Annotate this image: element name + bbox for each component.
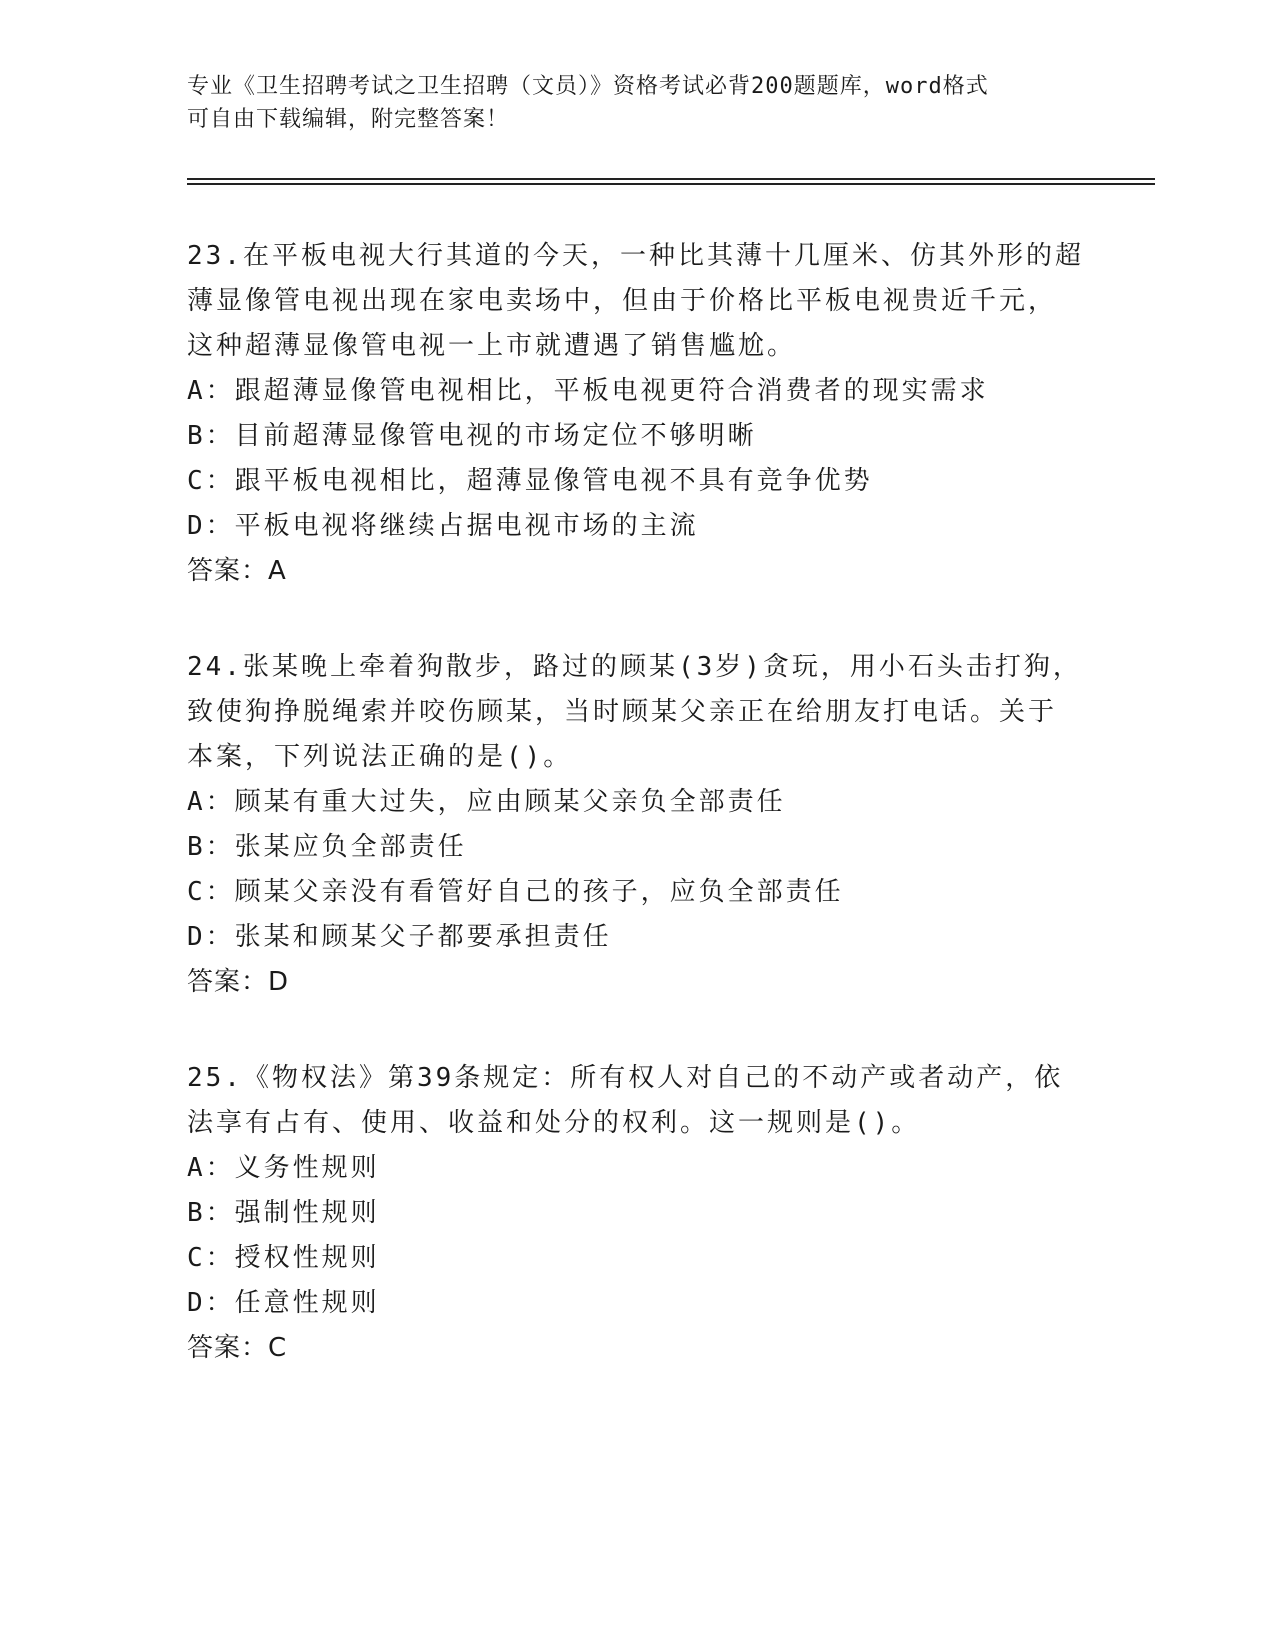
answer: 答案：D [187,967,290,997]
question-stem-line: 23.在平板电视大行其道的今天，一种比其薄十几厘米、仿其外形的超 [187,241,1084,271]
answer: 答案：C [187,1333,288,1363]
document-header [187,70,1087,136]
header-divider-top [187,178,1155,180]
option-a: A：顾某有重大过失，应由顾某父亲负全部责任 [187,787,786,817]
option-d: D：任意性规则 [187,1288,380,1318]
option-b: B：强制性规则 [187,1198,380,1228]
answer: 答案：A [187,556,287,586]
question-stem-line: 本案，下列说法正确的是()。 [187,742,573,772]
option-c: C：授权性规则 [187,1243,380,1273]
question-24 [187,645,1087,1005]
option-a: A：跟超薄显像管电视相比，平板电视更符合消费者的现实需求 [187,376,989,406]
option-b: B：目前超薄显像管电视的市场定位不够明晰 [187,421,757,451]
header-line-2: 可自由下载编辑，附完整答案！ [187,107,510,132]
option-c: C：跟平板电视相比，超薄显像管电视不具有竞争优势 [187,466,873,496]
question-stem-line: 薄显像管电视出现在家电卖场中，但由于价格比平板电视贵近千元， [187,286,1058,316]
question-23 [187,234,1087,594]
option-a: A：义务性规则 [187,1153,380,1183]
question-25 [187,1056,1087,1371]
option-d: D：平板电视将继续占据电视市场的主流 [187,511,699,541]
header-line-1: 专业《卫生招聘考试之卫生招聘（文员）》资格考试必背200题题库，word格式 [187,74,989,99]
question-stem-line: 致使狗挣脱绳索并咬伤顾某，当时顾某父亲正在给朋友打电话。关于 [187,697,1058,727]
option-c: C：顾某父亲没有看管好自己的孩子，应负全部责任 [187,877,844,907]
option-b: B：张某应负全部责任 [187,832,467,862]
question-stem-line: 这种超薄显像管电视一上市就遭遇了销售尴尬。 [187,331,797,361]
header-divider-bottom [187,183,1155,185]
question-stem-line: 24.张某晚上牵着狗散步，路过的顾某(3岁)贪玩，用小石头击打狗， [187,652,1082,682]
question-stem-line: 法享有占有、使用、收益和处分的权利。这一规则是()。 [187,1108,921,1138]
option-d: D：张某和顾某父子都要承担责任 [187,922,612,952]
question-stem-line: 25.《物权法》第39条规定：所有权人对自己的不动产或者动产，依 [187,1063,1064,1093]
